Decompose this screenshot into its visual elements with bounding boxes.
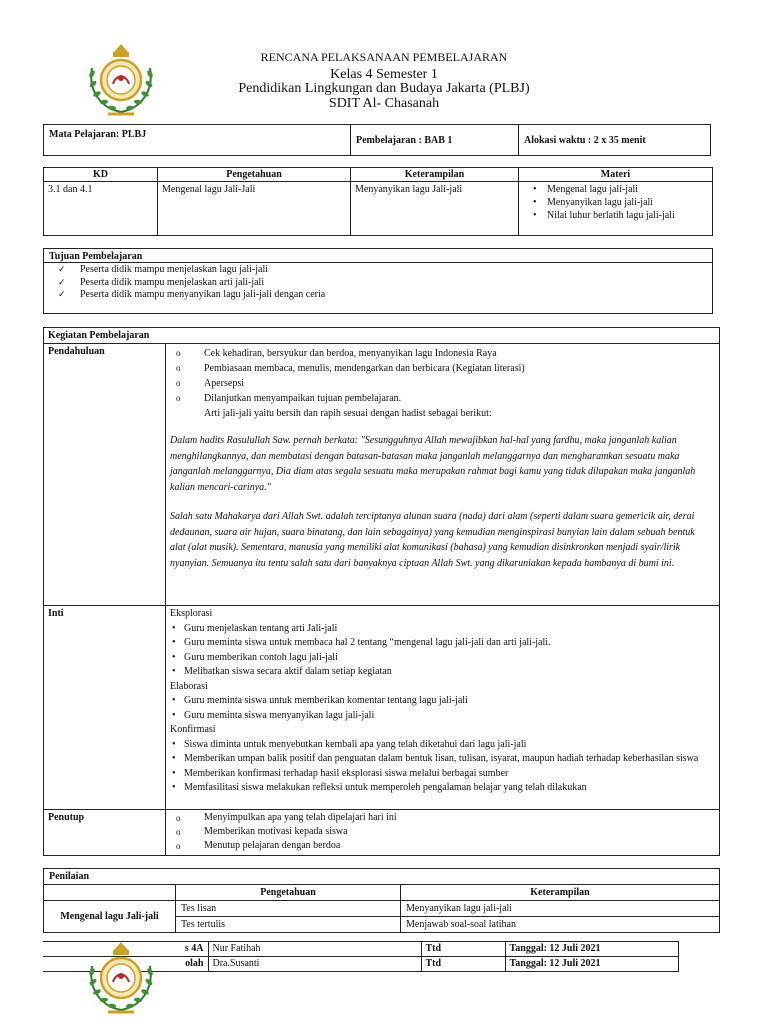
materi-list <box>523 183 708 222</box>
list-item: • Memberikan konfirmasi terhadap hasil eksplorasi siswa melalui berbagai sumber <box>170 767 715 782</box>
signature-date: Tanggal: 12 Juli 2021 <box>505 942 679 957</box>
doc-class: Kelas 4 Semester 1 <box>330 67 438 82</box>
doc-title: RENCANA PELAKSANAAN PEMBELAJARAN <box>260 50 508 64</box>
inti-content <box>166 606 720 810</box>
hadits-paragraph: Dalam hadits Rasulullah Saw. pernah berkata: "Sesungguhnya Allah mewajibkan hal-hal yang fardhu, maka janganlah kalian menghilangkannya, dan membatasi dengan batasan-batasan maka janganlah melanggarnya dan mengharamkan sesuatu maka janganlah melanggarnya, Dia diam atas segala sesuatu maka merupakan rahmat bagi kamu yang tidak dilupakan maka janganlah kalian mencari-carinya." <box>170 435 696 493</box>
elaborasi-label: Elaborasi <box>170 680 208 692</box>
pengetahuan-cell: Mengenal lagu Jali-Jali <box>158 182 351 236</box>
mahakarya-paragraph: Salah satu Mahakarya dari Allah Swt. adalah terciptanya alunan suara (nada) dari alam (seperti dalam suara gemericik air, derai dedaunan, suara air hujan, suara binatang, dan lain sebagainya) yang kemudian menginspirasi bunyian lain dalam sebuah bentuk alat (alat musik). Sementara, manusia yang memiliki alat komunikasi (bahasa) yang kemudian disinkronkan menjadi syair/lirik nyanyian. Semuanya itu tentu salah satu dari banyaknya ciptaan Allah Swt. yang dikaruniakan kepada hambanya di bumi ini. <box>170 511 695 569</box>
table-cell: Menyanyikan lagu jali-jali <box>401 901 720 917</box>
keterampilan-cell: Menyanyikan lagu Jali-jali <box>351 182 519 236</box>
kd-header: KD <box>44 168 158 182</box>
penutup-label: Penutup <box>44 810 166 856</box>
list-item: • Menyanyikan lagu jali-jali <box>533 196 708 209</box>
penilaian-pengetahuan-header: Pengetahuan <box>176 885 401 901</box>
penilaian-table <box>43 868 720 933</box>
penilaian-row-label: Mengenal lagu Jali-jali <box>44 901 176 933</box>
eksplorasi-label: Eksplorasi <box>170 608 213 619</box>
list-item: o Pembiasaan membaca, menulis, mendengarkan dan berbicara (Kegiatan literasi) <box>176 361 711 376</box>
elaborasi-list <box>170 694 715 723</box>
list-item: o Memberikan motivasi kepada siswa <box>176 825 715 839</box>
materi-header: Materi <box>519 168 713 182</box>
pendahuluan-content <box>166 344 720 606</box>
school-logo-bottom <box>80 936 162 1018</box>
list-item: o Menutup pelajaran dengan berdoa <box>176 839 715 853</box>
pendahuluan-label: Pendahuluan <box>44 344 166 606</box>
signature-name: Nur Fatihah <box>208 942 421 957</box>
tujuan-title: Tujuan Pembelajaran <box>44 249 712 263</box>
penilaian-blank <box>44 885 176 901</box>
list-item: • Guru menjelaskan tentang arti Jali-jali <box>170 622 715 637</box>
signature-role: s 4A <box>43 942 208 957</box>
list-item: ✓ Peserta didik mampu menjelaskan arti jali-jali <box>58 277 712 290</box>
signature-ttd: Ttd <box>421 957 505 972</box>
pengetahuan-header: Pengetahuan <box>158 168 351 182</box>
alokasi-cell: Alokasi waktu : 2 x 35 menit <box>519 125 711 156</box>
penutup-list <box>170 811 715 853</box>
keterampilan-header: Keterampilan <box>351 168 519 182</box>
list-item: • Mengenal lagu jali-jali <box>533 183 708 196</box>
list-item: • Guru memberikan contoh lagu jali-jali <box>170 651 715 666</box>
tujuan-box <box>43 248 713 314</box>
inti-label: Inti <box>44 606 166 810</box>
signature-date: Tanggal: 12 Juli 2021 <box>505 957 679 972</box>
kegiatan-title: Kegiatan Pembelajaran <box>44 328 720 344</box>
kegiatan-table <box>43 327 720 856</box>
list-item: ✓ Peserta didik mampu menjelaskan lagu jali-jali <box>58 264 712 277</box>
signature-name: Dra.Susanti <box>208 957 421 972</box>
penutup-content <box>166 810 720 856</box>
mapel-cell: Mata Pelajaran: PLBJ <box>44 125 351 156</box>
konfirmasi-label: Konfirmasi <box>170 724 216 735</box>
list-item: o Dilanjutkan menyampaikan tujuan pembelajaran. <box>176 391 711 406</box>
konfirmasi-list <box>170 738 715 796</box>
kd-cell: 3.1 dan 4.1 <box>44 182 158 236</box>
tujuan-list <box>44 263 712 302</box>
doc-subject: Pendidikan Lingkungan dan Budaya Jakarta (PLBJ) <box>238 81 530 96</box>
list-item: • Memberikan umpan balik positif dan penguatan dalam bentuk lisan, tulisan, isyarat, maupun hadiah terhadap keberhasilan siswa <box>170 752 715 767</box>
info-table <box>43 124 711 156</box>
list-item: • Guru meminta siswa menyanyikan lagu jali-jali <box>170 709 715 724</box>
list-item: o Menyimpulkan apa yang telah dipelajari hari ini <box>176 811 715 825</box>
pembelajaran-cell: Pembelajaran : BAB 1 <box>351 125 519 156</box>
list-item: • Memfasilitasi siswa melakukan refleksi untuk memperoleh pengalaman belajar yang telah dilakukan <box>170 781 715 796</box>
list-item: • Melibatkan siswa secara aktif dalam setiap kegiatan <box>170 665 715 680</box>
eksplorasi-list <box>170 622 715 680</box>
materi-cell <box>519 182 713 236</box>
penilaian-keterampilan-header: Keterampilan <box>401 885 720 901</box>
list-item: • Siswa diminta untuk menyebutkan kembali apa yang telah diketahui dari lagu jali-jali <box>170 738 715 753</box>
list-item: • Nilai luhur berlatih lagu jali-jali <box>533 209 708 222</box>
list-item: ✓ Peserta didik mampu menyanyikan lagu jali-jali dengan ceria <box>58 289 712 302</box>
signature-ttd: Ttd <box>421 942 505 957</box>
list-item: • Guru meminta siswa untuk membaca hal 2 tentang “mengenal lagu jali-jali dan arti jali-jali. <box>170 636 715 651</box>
doc-school: SDIT Al- Chasanah <box>328 96 440 111</box>
kd-table <box>43 167 713 236</box>
table-cell: Tes lisan <box>176 901 401 917</box>
table-cell: Tes tertulis <box>176 917 401 933</box>
penilaian-title: Penilaian <box>44 869 720 885</box>
signature-role: olah <box>43 957 208 972</box>
table-cell: Menjawab soal-soal latihan <box>401 917 720 933</box>
list-item: o Apersepsi <box>176 376 711 391</box>
list-item: • Guru meminta siswa untuk memberikan komentar tentang lagu jali-jali <box>170 694 715 709</box>
pendahuluan-list <box>170 346 711 421</box>
list-item: o Cek kehadiran, bersyukur dan berdoa, menyanyikan lagu Indonesia Raya <box>176 346 711 361</box>
pendahuluan-note: Arti jali-jali yaitu bersih dan rapih sesuai dengan hadist sebagai berikut: <box>204 408 492 419</box>
